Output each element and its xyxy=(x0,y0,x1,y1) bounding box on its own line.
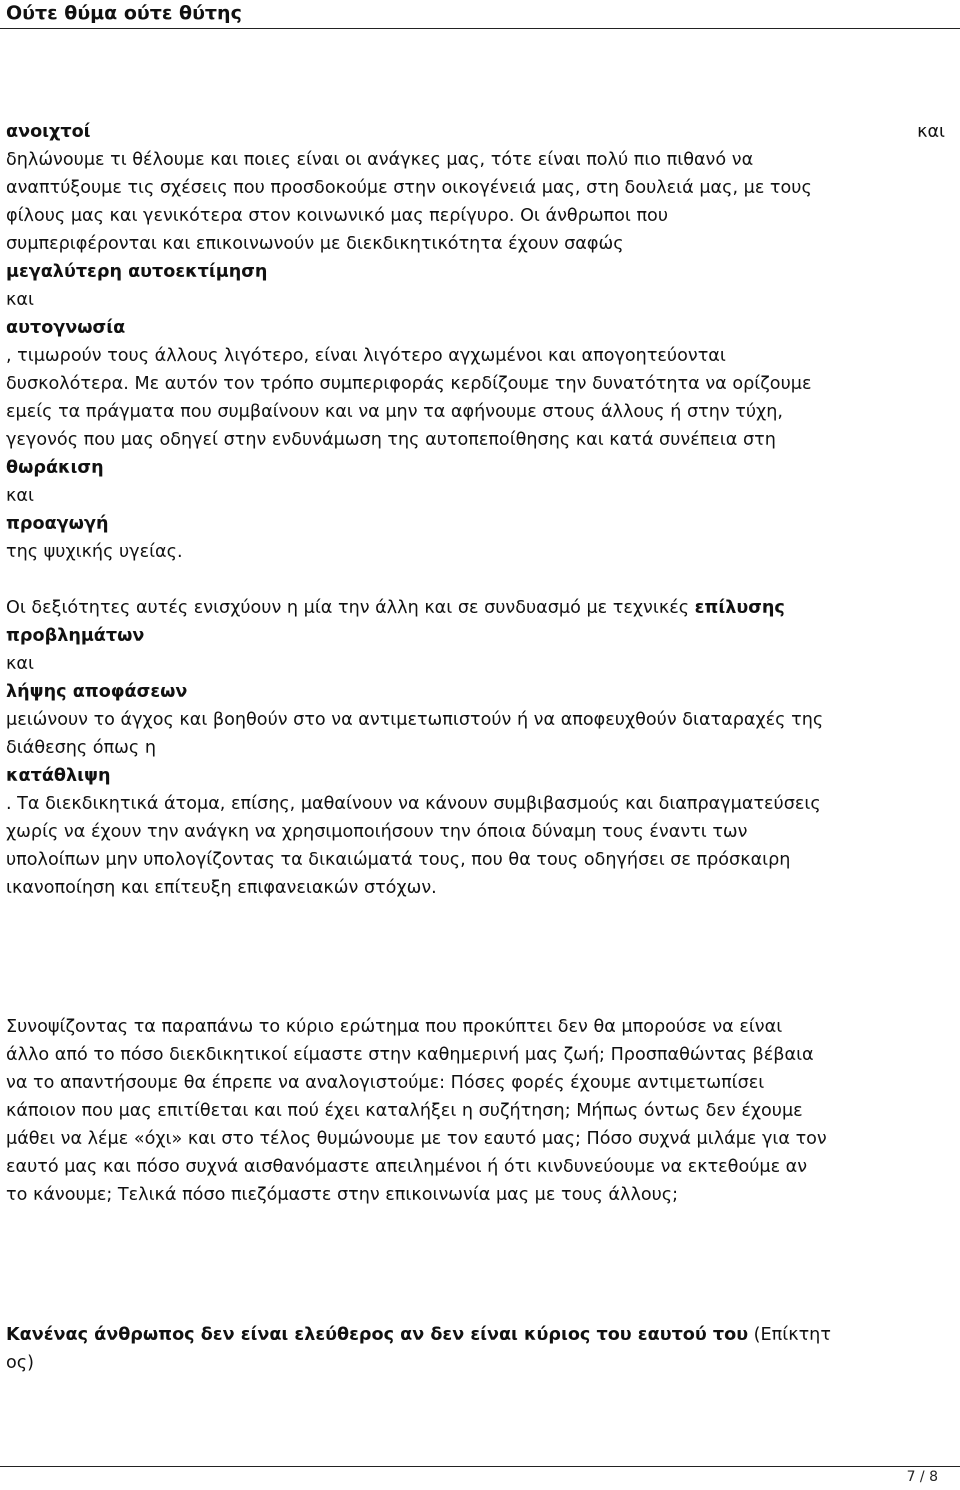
text-line: φίλους μας και γενικότερα στον κοινωνικό μας περίγυρο. Οι άνθρωποι που xyxy=(6,206,668,226)
text-line: άλλο από το πόσο διεκδικητικοί είμαστε στην καθημερινή μας ζωή; Προσπαθώντας βέβαια xyxy=(6,1045,814,1065)
text-line: , τιμωρούν τους άλλους λιγότερο, είναι λιγότερο αγχωμένοι και απογοητεύονται xyxy=(6,346,726,366)
bold-term: λήψης αποφάσεων xyxy=(6,682,188,702)
text-line: υπολοίπων μην υπολογίζοντας τα δικαιώματά τους, που θα τους οδηγήσει σε πρόσκαιρη xyxy=(6,850,791,870)
text-line: . Τα διεκδικητικά άτομα, επίσης, μαθαίνουν να κάνουν συμβιβασμούς και διαπραγματεύσεις xyxy=(6,794,821,814)
quote-line xyxy=(6,1321,831,1349)
text-line xyxy=(6,594,785,622)
page-header xyxy=(0,0,960,29)
bold-term: προβλημάτων xyxy=(6,626,145,646)
text-line: να το απαντήσουμε θα έπρεπε να αναλογιστούμε: Πόσες φορές έχουμε αντιμετωπίσει xyxy=(6,1073,765,1093)
text-line: της ψυχικής υγείας. xyxy=(6,542,183,562)
text-line: δηλώνουμε τι θέλουμε και ποιες είναι οι ανάγκες μας, τότε είναι πολύ πιο πιθανό να xyxy=(6,150,754,170)
footer-divider xyxy=(0,1466,960,1467)
bold-term: θωράκιση xyxy=(6,458,104,478)
text-line: γεγονός που μας οδηγεί στην ενδυνάμωση της αυτοπεποίθησης και κατά συνέπεια στη xyxy=(6,430,776,450)
text-line: εμείς τα πράγματα που συμβαίνουν και να μην τα αφήνουμε στους άλλους ή στην τύχη, xyxy=(6,402,783,422)
quote-author: (Επίκτητ xyxy=(748,1325,831,1345)
text-line xyxy=(6,118,951,146)
text-fragment: Οι δεξιότητες αυτές ενισχύουν η μία την άλλη και σε συνδυασμό με τεχνικές xyxy=(6,598,695,618)
text-line: διάθεσης όπως η xyxy=(6,738,156,758)
quote-text: Κανένας άνθρωπος δεν είναι ελεύθερος αν δεν είναι κύριος του εαυτού του xyxy=(6,1325,749,1345)
text-line: και xyxy=(6,654,34,674)
page-number: 7 / 8 xyxy=(906,1469,938,1485)
bold-term: επίλυσης xyxy=(694,598,785,618)
quote-author-continuation: ος) xyxy=(6,1353,34,1373)
text-line: Συνοψίζοντας τα παραπάνω το κύριο ερώτημα που προκύπτει δεν θα μπορούσε να είναι xyxy=(6,1017,783,1037)
text-line: το κάνουμε; Τελικά πόσο πιεζόμαστε στην επικοινωνία μας με τους άλλους; xyxy=(6,1185,679,1205)
text-line: μειώνουν το άγχος και βοηθούν στο να αντιμετωπιστούν ή να αποφευχθούν διαταραχές της xyxy=(6,710,824,730)
bold-term: αυτογνωσία xyxy=(6,318,126,338)
text-line: δυσκολότερα. Με αυτόν τον τρόπο συμπεριφοράς κερδίζουμε την δυνατότητα να ορίζουμε xyxy=(6,374,812,394)
bold-term: προαγωγή xyxy=(6,514,109,534)
text-line: και xyxy=(6,290,34,310)
text-line: χωρίς να έχουν την ανάγκη να χρησιμοποιήσουν την όποια δύναμη τους έναντι των xyxy=(6,822,748,842)
text-line: και xyxy=(6,486,34,506)
text-line: συμπεριφέρονται και επικοινωνούν με διεκδικητικότητα έχουν σαφώς xyxy=(6,234,624,254)
text-line: μάθει να λέμε «όχι» και στο τέλος θυμώνουμε με τον εαυτό μας; Πόσο συχνά μιλάμε για τον xyxy=(6,1129,827,1149)
text-line: κάποιον που μας επιτίθεται και πού έχει καταλήξει η συζήτηση; Μήπως όντως δεν έχουμε xyxy=(6,1101,803,1121)
bold-term: ανοιχτοί xyxy=(6,122,91,142)
bold-term: κατάθλιψη xyxy=(6,766,111,786)
text-line: εαυτό μας και πόσο συχνά αισθανόμαστε απειλημένοι ή ότι κινδυνεύουμε να εκτεθούμε αν xyxy=(6,1157,808,1177)
text-line: ικανοποίηση και επίτευξη επιφανειακών στόχων. xyxy=(6,878,437,898)
text-fragment: και xyxy=(917,122,945,142)
text-line: αναπτύξουμε τις σχέσεις που προσδοκούμε στην οικογένειά μας, στη δουλειά μας, με τους xyxy=(6,178,812,198)
bold-term: μεγαλύτερη αυτοεκτίμηση xyxy=(6,262,268,282)
document-title: Ούτε θύμα ούτε θύτης xyxy=(6,2,242,24)
